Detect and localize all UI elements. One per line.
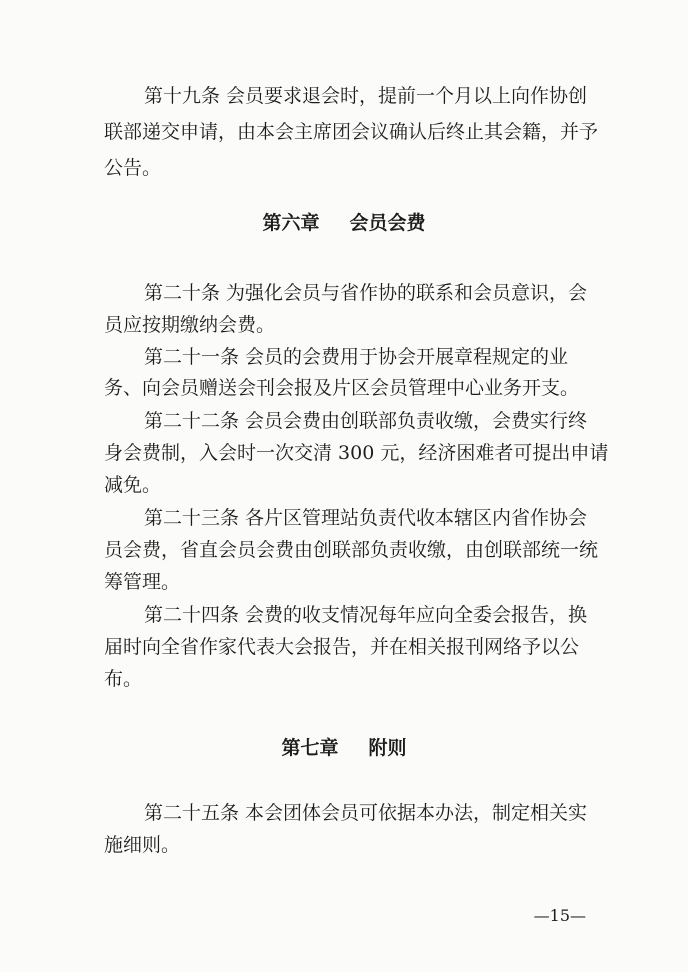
article-23-line-2: 员会费，省直会员会费由创联部负责收缴，由创联部统一统 [104,539,599,561]
article-21-line-2: 务、向会员赠送会刊会报及片区会员管理中心业务开支。 [104,377,580,399]
chapter-6-title: 会员会费 [349,212,426,234]
article-25-line-2: 施细则。 [104,834,181,856]
article-22-line-2: 身会费制，入会时一次交清 300 元，经济困难者可提出申请 [104,442,609,464]
chapter-6-number: 第六章 [262,212,320,234]
article-20-line-2: 员应按期缴纳会费。 [104,314,276,336]
article-22-line-3: 减免。 [104,474,162,496]
article-21-line-1: 第二十一条 会员的会费用于协会开展章程规定的业 [144,346,569,368]
chapter-7-heading [0,735,688,761]
article-20-line-1: 第二十条 为强化会员与省作协的联系和会员意识，会 [144,282,588,304]
page-number: —15— [533,906,586,925]
chapter-7-title: 附则 [368,737,407,759]
article-19-line-1: 第十九条 会员要求退会时，提前一个月以上向作协创 [144,85,588,107]
article-22-line-1: 第二十二条 会员会费由创联部负责收缴，会费实行终 [144,410,588,432]
article-23-line-1: 第二十三条 各片区管理站负责代收本辖区内省作协会 [144,507,588,529]
article-23-line-3: 筹管理。 [104,571,181,593]
chapter-7-number: 第七章 [281,737,339,759]
article-19-line-2: 联部递交申请，由本会主席团会议确认后终止其会籍，并予 [104,121,599,143]
article-19-line-3: 公告。 [104,157,162,179]
article-24-line-2: 届时向全省作家代表大会报告，并在相关报刊网络予以公 [104,636,580,658]
chapter-6-heading [0,210,688,236]
article-24-line-3: 布。 [104,668,143,690]
article-25-line-1: 第二十五条 本会团体会员可依据本办法，制定相关实 [144,802,588,824]
article-24-line-1: 第二十四条 会费的收支情况每年应向全委会报告，换 [144,604,588,626]
